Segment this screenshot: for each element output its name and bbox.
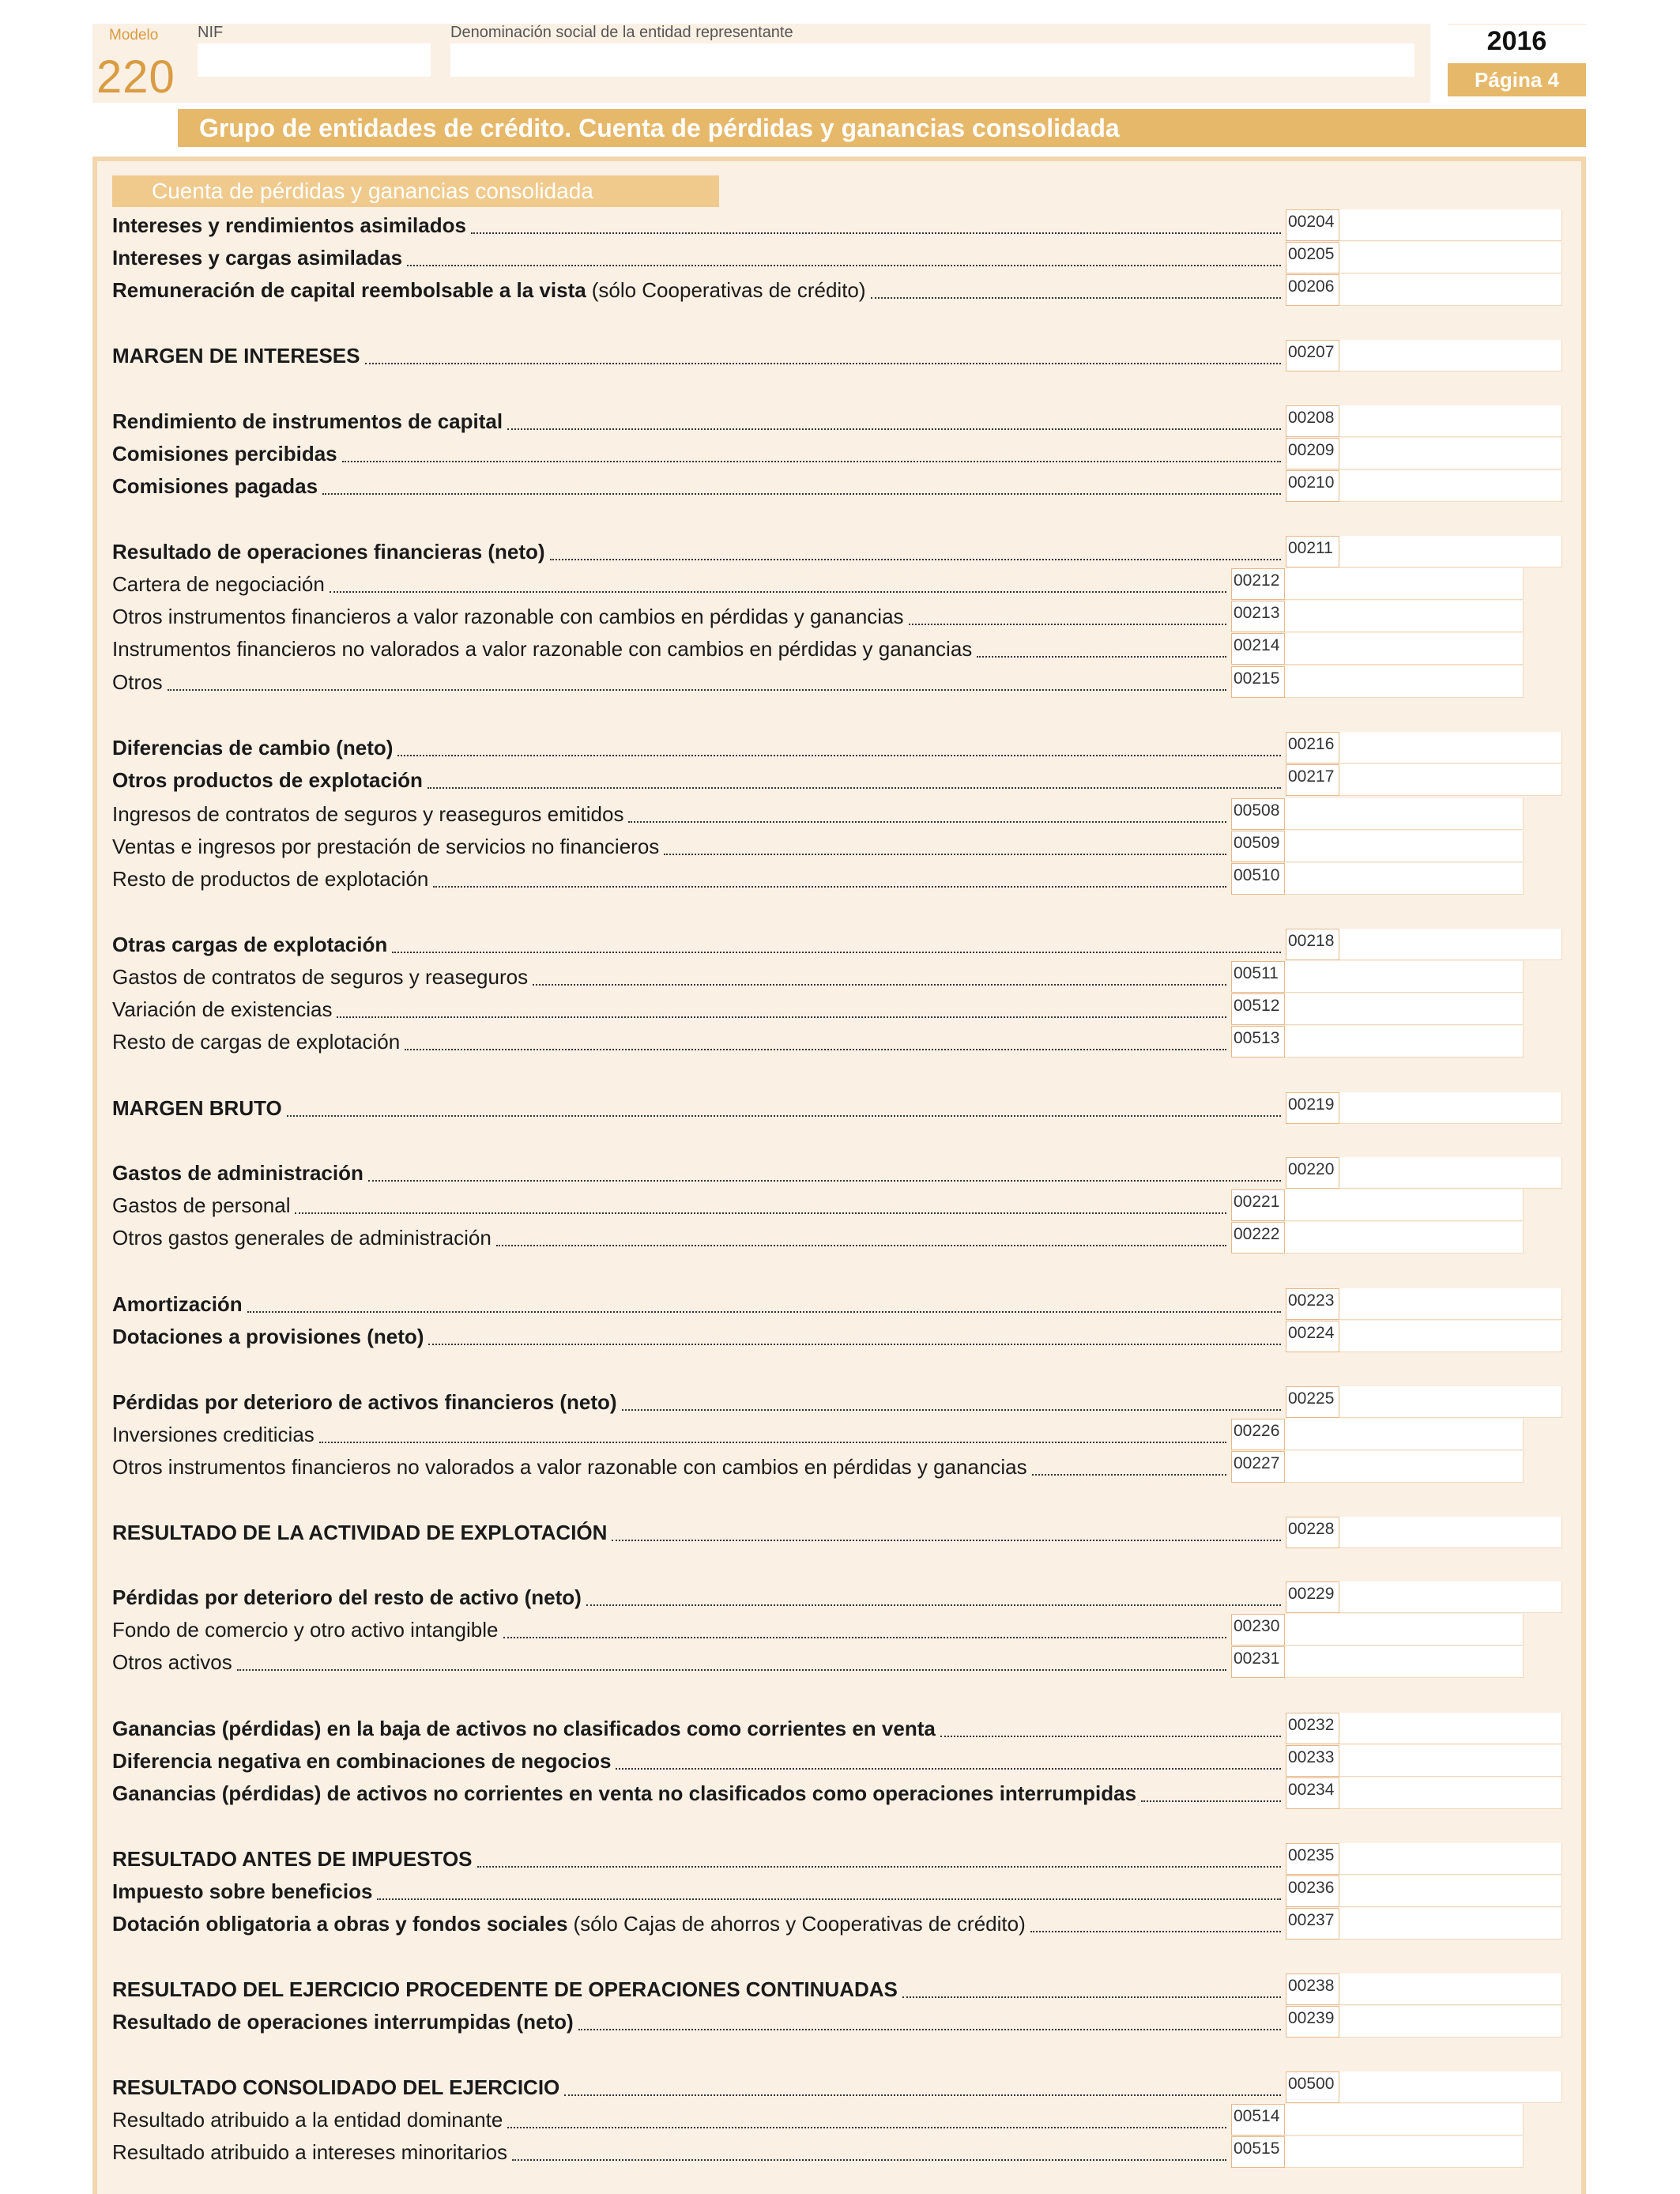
form-row-00226: [112, 1419, 1590, 1450]
field-code: 00220: [1286, 1157, 1339, 1189]
row-label-text: Amortización: [112, 1292, 243, 1316]
dot-leader: [616, 1745, 1281, 1777]
row-label: [112, 1713, 936, 1744]
dot-leader: [909, 601, 1226, 632]
form-row-00213: [112, 601, 1590, 632]
row-label: [112, 1451, 1027, 1483]
form-row-00223: [112, 1288, 1590, 1320]
form-row-00509: [112, 831, 1590, 862]
field-code: 00219: [1286, 1092, 1339, 1124]
row-label-text: Remuneración de capital reembolsable a la vista: [112, 278, 586, 302]
row-label-text: Otros activos: [112, 1650, 232, 1674]
dot-leader: [392, 929, 1281, 960]
field-code: 00217: [1286, 764, 1339, 796]
row-label-text: Otras cargas de explotación: [112, 933, 388, 956]
amount-field[interactable]: [1285, 1646, 1524, 1678]
field-code: 00234: [1286, 1777, 1339, 1809]
form-row-00230: [112, 1614, 1590, 1646]
amount-field[interactable]: [1339, 1777, 1562, 1809]
row-label: [112, 1614, 499, 1646]
row-label: [112, 1875, 372, 1907]
row-label: [112, 798, 623, 830]
dot-leader: [322, 470, 1281, 502]
row-label-text: Impuesto sobre beneficios: [112, 1879, 373, 1903]
row-label: [112, 1581, 582, 1613]
dot-leader: [496, 1222, 1226, 1253]
row-label-text: Variación de existencias: [112, 997, 333, 1021]
amount-field[interactable]: [1285, 863, 1524, 895]
denominacion-field[interactable]: [450, 43, 1414, 77]
field-code: 00206: [1286, 274, 1339, 306]
dot-leader: [507, 405, 1281, 437]
row-label: [112, 1517, 607, 1548]
field-code: 00204: [1286, 209, 1339, 241]
dot-leader: [612, 1517, 1281, 1548]
dot-leader: [586, 1581, 1281, 1613]
page-label: Página 4: [1448, 63, 1586, 96]
form-row-00229: [112, 1581, 1590, 1613]
dot-leader: [342, 438, 1281, 469]
amount-field[interactable]: [1339, 1092, 1562, 1124]
dot-leader: [628, 798, 1226, 830]
row-label-text: Otros productos de explotación: [112, 768, 423, 792]
row-label: [112, 470, 318, 502]
dot-leader: [407, 242, 1281, 273]
page-title: Grupo de entidades de crédito. Cuenta de pérdidas y ganancias consolidada: [199, 114, 1120, 142]
form-row-00238: [112, 1973, 1590, 2005]
dot-leader: [428, 1321, 1281, 1352]
field-code: 00231: [1231, 1646, 1285, 1678]
row-label: [112, 863, 428, 895]
amount-field[interactable]: [1285, 2136, 1524, 2168]
row-label: [112, 1026, 400, 1057]
field-code: 00513: [1231, 1026, 1285, 1057]
amount-field[interactable]: [1339, 209, 1562, 241]
row-label-text: Cartera de negociación: [112, 572, 325, 596]
dot-leader: [433, 863, 1226, 895]
form-row-00515: [112, 2136, 1590, 2168]
row-label-text: Resultado de operaciones financieras (neto): [112, 540, 545, 564]
row-label-text: Resto de productos de explotación: [112, 867, 429, 891]
dot-leader: [512, 2136, 1226, 2168]
row-label-text: MARGEN DE INTERESES: [112, 344, 360, 368]
field-code: 00225: [1286, 1386, 1339, 1418]
dot-leader: [319, 1419, 1226, 1450]
field-code: 00228: [1286, 1517, 1339, 1548]
form-row-00220: [112, 1157, 1590, 1189]
field-code: 00216: [1286, 732, 1339, 763]
amount-field[interactable]: [1339, 2006, 1562, 2038]
row-label-text: Pérdidas por deterioro del resto de activo (neto): [112, 1585, 582, 1609]
row-label: [112, 1189, 290, 1221]
form-row-00207: [112, 340, 1590, 371]
dot-leader: [337, 993, 1226, 1025]
row-label-text: Diferencias de cambio (neto): [112, 736, 394, 760]
form-row-00236: [112, 1875, 1590, 1907]
amount-field[interactable]: [1339, 1875, 1562, 1907]
section-title: Cuenta de pérdidas y ganancias consolidada: [152, 179, 593, 203]
row-label-text: Ganancias (pérdidas) en la baja de activos no clasificados como corrientes en venta: [112, 1717, 936, 1740]
amount-field[interactable]: [1339, 1321, 1562, 1352]
row-label-text: Fondo de comercio y otro activo intangible: [112, 1618, 499, 1642]
dot-leader: [550, 536, 1281, 567]
dot-leader: [871, 274, 1281, 306]
field-code: 00207: [1286, 340, 1339, 371]
field-code: 00508: [1231, 798, 1285, 830]
form-row-00208: [112, 405, 1590, 437]
form-row-00206: [112, 274, 1590, 306]
dot-leader: [1141, 1777, 1281, 1809]
field-code: 00211: [1286, 536, 1339, 567]
form-row-00214: [112, 633, 1590, 665]
form-row-00513: [112, 1026, 1590, 1057]
row-label: [112, 1321, 424, 1352]
field-code: 00214: [1231, 633, 1285, 665]
amount-field[interactable]: [1339, 1517, 1562, 1548]
row-label-text: Resultado atribuido a intereses minoritarios: [112, 2140, 508, 2164]
amount-field[interactable]: [1285, 601, 1524, 632]
row-label-text: Inversiones crediticias: [112, 1423, 315, 1446]
field-code: 00222: [1231, 1222, 1285, 1253]
nif-label: NIF: [198, 24, 224, 41]
amount-field[interactable]: [1339, 1973, 1562, 2005]
row-label: [112, 831, 659, 862]
dot-leader: [902, 1973, 1281, 2005]
amount-field[interactable]: [1285, 1614, 1524, 1646]
form-row-00222: [112, 1222, 1590, 1253]
amount-field[interactable]: [1285, 1419, 1524, 1450]
amount-field[interactable]: [1339, 1157, 1562, 1189]
amount-field[interactable]: [1285, 1222, 1524, 1253]
row-label: [112, 1646, 232, 1678]
row-label-text: Otros instrumentos financieros a valor razonable con cambios en pérdidas y ganancias: [112, 605, 904, 628]
field-code: 00213: [1231, 601, 1285, 632]
amount-field[interactable]: [1285, 798, 1524, 830]
row-label: [112, 1157, 363, 1189]
field-code: 00514: [1231, 2104, 1285, 2136]
form-row-00215: [112, 666, 1590, 698]
row-label-text: RESULTADO DEL EJERCICIO PROCEDENTE DE OPERACIONES CONTINUADAS: [112, 1977, 898, 2001]
form-row-00224: [112, 1321, 1590, 1352]
field-code: 00218: [1286, 929, 1339, 960]
dot-leader: [368, 1157, 1281, 1189]
amount-field[interactable]: [1339, 405, 1562, 437]
field-code: 00227: [1231, 1451, 1285, 1483]
row-label-text: Gastos de contratos de seguros y reaseguros: [112, 965, 529, 989]
amount-field[interactable]: [1285, 568, 1524, 600]
amount-field[interactable]: [1339, 732, 1562, 763]
row-label-text: Resto de cargas de explotación: [112, 1030, 401, 1054]
field-code: 00205: [1286, 242, 1339, 273]
dot-leader: [237, 1646, 1226, 1678]
row-label: [112, 1386, 617, 1418]
row-label: [112, 1745, 611, 1777]
row-label-text: Comisiones percibidas: [112, 442, 337, 466]
row-label: [112, 1973, 898, 2005]
field-code: 00232: [1286, 1713, 1339, 1744]
form-row-00209: [112, 438, 1590, 469]
form-row-00212: [112, 568, 1590, 600]
field-code: 00210: [1286, 470, 1339, 502]
dot-leader: [168, 666, 1226, 698]
amount-field[interactable]: [1285, 666, 1524, 698]
form-row-00508: [112, 798, 1590, 830]
amount-field[interactable]: [1339, 1288, 1562, 1320]
field-code: 00509: [1231, 831, 1285, 862]
field-code: 00233: [1286, 1745, 1339, 1777]
row-label-text: Ingresos de contratos de seguros y reaseguros emitidos: [112, 802, 624, 826]
field-code: 00237: [1286, 1908, 1339, 1940]
row-label: [112, 1222, 492, 1253]
amount-field[interactable]: [1285, 831, 1524, 862]
form-row-00235: [112, 1843, 1590, 1875]
form-row-00218: [112, 929, 1590, 960]
field-code: 00229: [1286, 1581, 1339, 1613]
row-label: [112, 993, 332, 1025]
form-row-00514: [112, 2104, 1590, 2136]
row-label-text: Rendimiento de instrumentos de capital: [112, 409, 503, 433]
field-code: 00235: [1286, 1843, 1339, 1875]
denominacion-label: Denominación social de la entidad representante: [450, 24, 793, 41]
form-row-00225: [112, 1386, 1590, 1418]
dot-leader: [287, 1092, 1281, 1124]
amount-field[interactable]: [1339, 2071, 1562, 2103]
amount-field[interactable]: [1339, 438, 1562, 469]
amount-field[interactable]: [1285, 1026, 1524, 1057]
form-row-00232: [112, 1713, 1590, 1744]
dot-leader: [477, 1843, 1281, 1875]
form-row-00228: [112, 1517, 1590, 1548]
amount-field[interactable]: [1339, 929, 1562, 960]
field-code: 00238: [1286, 1973, 1339, 2005]
amount-field[interactable]: [1339, 1745, 1562, 1777]
row-label-text: Instrumentos financieros no valorados a valor razonable con cambios en pérdidas y ganancias: [112, 637, 973, 661]
row-label-text: Otros instrumentos financieros no valorados a valor razonable con cambios en pérdidas y ganancias: [112, 1455, 1027, 1479]
dot-leader: [1032, 1451, 1226, 1483]
amount-field[interactable]: [1339, 764, 1562, 796]
row-label: [112, 601, 904, 632]
row-label: [112, 405, 503, 437]
row-label-text: Diferencia negativa en combinaciones de negocios: [112, 1749, 612, 1773]
amount-field[interactable]: [1339, 1843, 1562, 1875]
row-label-text: Resultado de operaciones interrumpidas (neto): [112, 2010, 574, 2034]
field-code: 00510: [1231, 863, 1285, 895]
field-code: 00511: [1231, 961, 1285, 993]
amount-field[interactable]: [1339, 340, 1562, 371]
field-code: 00215: [1231, 666, 1285, 698]
amount-field[interactable]: [1339, 470, 1562, 502]
dot-leader: [533, 961, 1226, 993]
row-label-text: RESULTADO ANTES DE IMPUESTOS: [112, 1847, 473, 1871]
row-label: [112, 536, 545, 567]
form-row-00227: [112, 1451, 1590, 1483]
dot-leader: [622, 1386, 1281, 1418]
row-label-text: Comisiones pagadas: [112, 474, 318, 498]
row-label: [112, 438, 337, 469]
dot-leader: [330, 568, 1226, 600]
dot-leader: [397, 732, 1281, 763]
row-label: [112, 1777, 1136, 1809]
form-row-00239: [112, 2006, 1590, 2038]
row-label-text: RESULTADO DE LA ACTIVIDAD DE EXPLOTACIÓN: [112, 1521, 608, 1544]
amount-field[interactable]: [1285, 1451, 1524, 1483]
form-row-00221: [112, 1189, 1590, 1221]
row-label: [112, 764, 423, 796]
form-row-00500: [112, 2071, 1590, 2103]
field-code: 00236: [1286, 1875, 1339, 1907]
form-row-00216: [112, 732, 1590, 763]
field-code: 00230: [1231, 1614, 1285, 1646]
amount-field[interactable]: [1285, 993, 1524, 1025]
row-label: [112, 2071, 559, 2103]
amount-field[interactable]: [1339, 1908, 1562, 1940]
row-label: [112, 1419, 315, 1450]
row-label: [112, 209, 466, 241]
dot-leader: [295, 1189, 1226, 1221]
field-code: 00221: [1231, 1189, 1285, 1221]
row-label-text: Gastos de administración: [112, 1161, 363, 1185]
dot-leader: [1030, 1908, 1281, 1940]
form-row-00511: [112, 961, 1590, 993]
amount-field[interactable]: [1339, 1386, 1562, 1418]
field-code: 00223: [1286, 1288, 1339, 1320]
row-label-text: Intereses y rendimientos asimilados: [112, 213, 466, 237]
form-row-00217: [112, 764, 1590, 796]
nif-field[interactable]: [198, 43, 431, 77]
row-label-text: MARGEN BRUTO: [112, 1096, 282, 1120]
field-code: 00212: [1231, 568, 1285, 600]
row-label: [112, 666, 163, 698]
dot-leader: [564, 2071, 1281, 2103]
year-label: 2016: [1486, 26, 1547, 56]
form-row-00210: [112, 470, 1590, 502]
amount-field[interactable]: [1339, 536, 1562, 567]
form-row-00211: [112, 536, 1590, 567]
dot-leader: [405, 1026, 1226, 1057]
modelo-number: 220: [96, 51, 175, 103]
row-label: [112, 1092, 282, 1124]
form-row-00219: [112, 1092, 1590, 1124]
field-code: 00512: [1231, 993, 1285, 1025]
row-label-note: (sólo Cajas de ahorros y Cooperativas de crédito): [573, 1912, 1026, 1936]
form-row-00510: [112, 863, 1590, 895]
row-label-text: Dotaciones a provisiones (neto): [112, 1325, 424, 1348]
form-row-00237: [112, 1908, 1590, 1940]
field-code: 00209: [1286, 438, 1339, 469]
row-label: [112, 568, 325, 600]
row-label-text: Pérdidas por deterioro de activos financieros (neto): [112, 1390, 617, 1414]
row-label: [112, 242, 402, 273]
field-code: 00515: [1231, 2136, 1285, 2168]
field-code: 00226: [1231, 1419, 1285, 1450]
amount-field[interactable]: [1339, 274, 1562, 306]
amount-field[interactable]: [1339, 242, 1562, 273]
row-label-text: Gastos de personal: [112, 1193, 291, 1217]
dot-leader: [578, 2006, 1281, 2038]
row-label: [112, 1908, 1026, 1940]
row-label-text: Ganancias (pérdidas) de activos no corrientes en venta no clasificados como operaciones interrumpidas: [112, 1781, 1137, 1805]
row-label-text: Intereses y cargas asimiladas: [112, 246, 403, 270]
form-row-00204: [112, 209, 1590, 241]
form-row-00205: [112, 242, 1590, 273]
dot-leader: [428, 764, 1281, 796]
row-label: [112, 2006, 574, 2038]
row-label-note: (sólo Cooperativas de crédito): [591, 278, 866, 302]
field-code: 00239: [1286, 2006, 1339, 2038]
amount-field[interactable]: [1339, 1581, 1562, 1613]
amount-field[interactable]: [1339, 1713, 1562, 1744]
amount-field[interactable]: [1285, 633, 1524, 665]
row-label: [112, 633, 972, 665]
form-row-00234: [112, 1777, 1590, 1809]
dot-leader: [507, 2104, 1226, 2136]
row-label-text: RESULTADO CONSOLIDADO DEL EJERCICIO: [112, 2075, 560, 2099]
row-label-text: Ventas e ingresos por prestación de servicios no financieros: [112, 835, 660, 858]
form-row-00231: [112, 1646, 1590, 1678]
dot-leader: [247, 1288, 1281, 1320]
form-row-00233: [112, 1745, 1590, 1777]
dot-leader: [471, 209, 1281, 241]
row-label: [112, 274, 866, 306]
dot-leader: [977, 633, 1226, 665]
row-label-text: Otros gastos generales de administración: [112, 1226, 492, 1250]
dot-leader: [940, 1713, 1281, 1744]
form-row-00512: [112, 993, 1590, 1025]
row-label: [112, 340, 360, 371]
modelo-label: Modelo: [109, 27, 159, 43]
row-label-text: Resultado atribuido a la entidad dominante: [112, 2108, 503, 2132]
dot-leader: [377, 1875, 1281, 1907]
row-label: [112, 2104, 503, 2136]
row-label-text: Dotación obligatoria a obras y fondos sociales: [112, 1912, 568, 1936]
row-label: [112, 732, 393, 763]
field-code: 00208: [1286, 405, 1339, 437]
amount-field[interactable]: [1285, 2104, 1524, 2136]
row-label-text: Otros: [112, 670, 163, 694]
dot-leader: [365, 340, 1282, 371]
amount-field[interactable]: [1285, 961, 1524, 993]
row-label: [112, 1843, 473, 1875]
row-label: [112, 1288, 243, 1320]
row-label: [112, 929, 387, 960]
field-code: 00224: [1286, 1321, 1339, 1352]
row-label: [112, 961, 528, 993]
dot-leader: [664, 831, 1226, 862]
dot-leader: [503, 1614, 1227, 1646]
field-code: 00500: [1286, 2071, 1339, 2103]
amount-field[interactable]: [1285, 1189, 1524, 1221]
row-label: [112, 2136, 507, 2168]
